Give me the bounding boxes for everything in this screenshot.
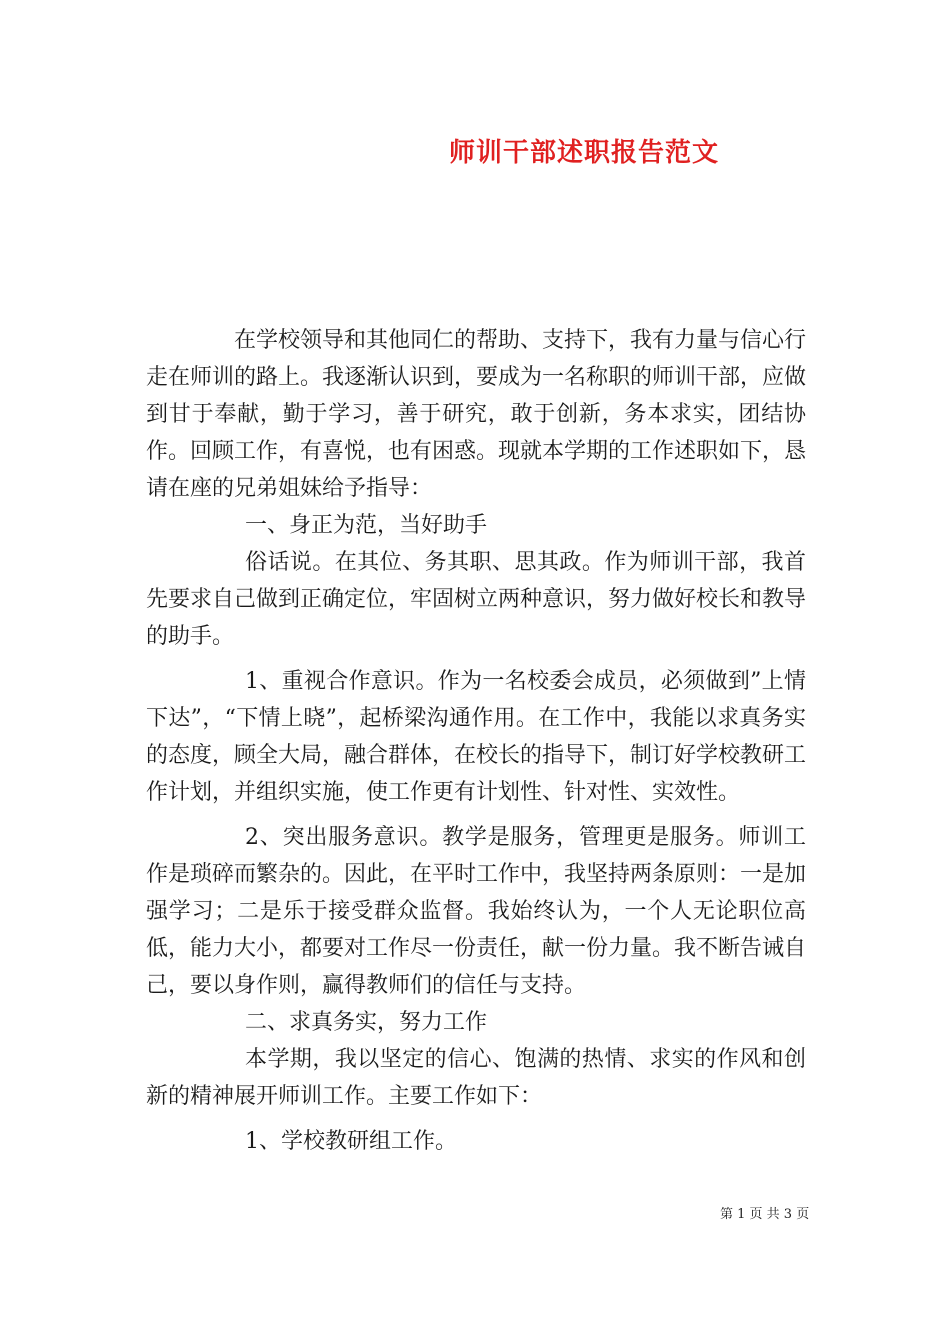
section-heading-1: 一、身正为范，当好助手 xyxy=(245,513,488,538)
document-title: 师训干部述职报告范文 xyxy=(449,138,720,168)
section-1-paragraph: 俗话说。在其位、务其职、思其政。作为师训干部，我首先要求自己做到正确定位，牢固树立两种意识，努力做好校长和教导的助手。 xyxy=(146,550,807,649)
section-1-item-2: 2、突出服务意识。教学是服务，管理更是服务。师训工作是琐碎而繁杂的。因此，在平时工作中，我坚持两条原则：一是加强学习；二是乐于接受群众监督。我始终认为，一个人无论职位高低，能力大小，都要对工作尽一份责任，献一份力量。我不断告诫自己，要以身作则，赢得教师们的信任与支持。 xyxy=(146,825,807,998)
intro-paragraph: 在学校领导和其他同仁的帮助、支持下，我有力量与信心行走在师训的路上。我逐渐认识到，要成为一名称职的师训干部，应做到甘于奉献，勤于学习，善于研究，敢于创新，务本求实，团结协作。回顾工作，有喜悦，也有困惑。现就本学期的工作述职如下，恳请在座的兄弟姐妹给予指导： xyxy=(146,328,807,501)
document-body xyxy=(146,322,806,1160)
section-2-item-1: 1、学校教研组工作。 xyxy=(245,1129,457,1154)
section-1-item-1: 1、重视合作意识。作为一名校委会成员，必须做到”上情下达”，“下情上晓”，起桥梁沟通作用。在工作中，我能以求真务实的态度，顾全大局，融合群体，在校长的指导下，制订好学校教研工作计划，并组织实施，使工作更有计划性、针对性、实效性。 xyxy=(146,669,807,805)
section-heading-2: 二、求真务实，努力工作 xyxy=(245,1010,488,1035)
page-footer: 第 1 页 共 3 页 xyxy=(720,1207,810,1222)
section-2-paragraph: 本学期，我以坚定的信心、饱满的热情、求实的作风和创新的精神展开师训工作。主要工作如下： xyxy=(146,1047,806,1109)
